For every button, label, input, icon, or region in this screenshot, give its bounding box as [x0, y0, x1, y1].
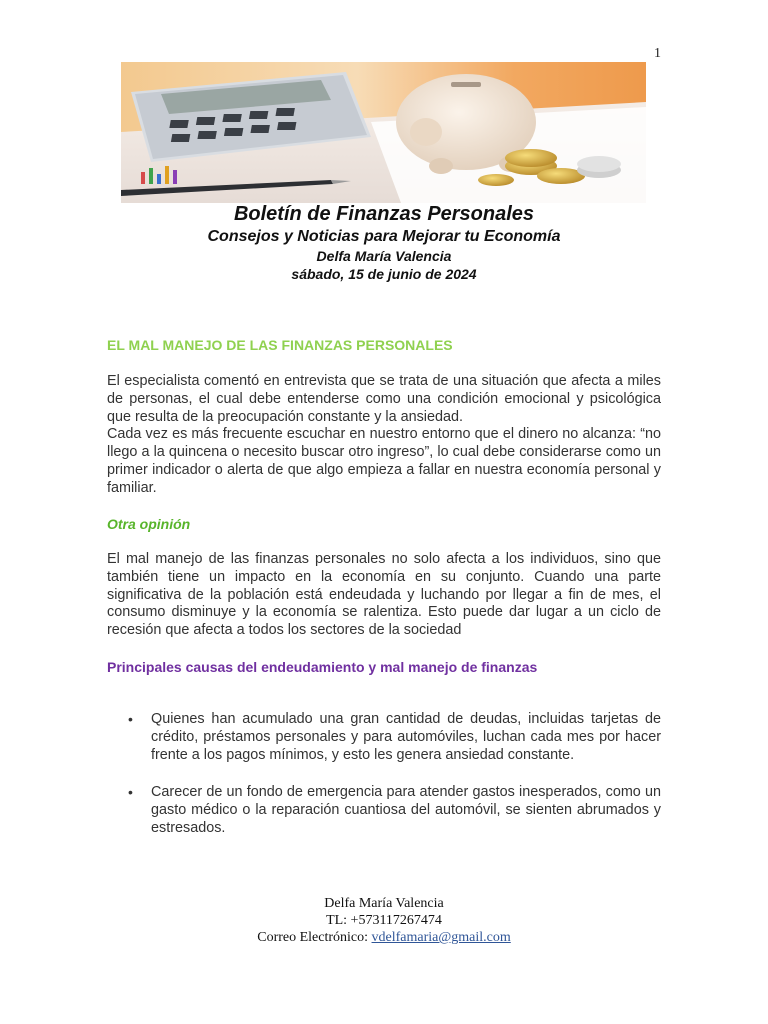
footer-name: Delfa María Valencia [324, 896, 444, 911]
paragraph: El especialista comentó en entrevista que se trata de una situación que afecta a miles de personas, el cual debe entenderse como una condición emocional y psicológica que resulta de la preocupación constante y la ansiedad. [107, 373, 661, 425]
section-heading-causas: Principales causas del endeudamiento y mal manejo de finanzas [107, 659, 538, 675]
issue-date: sábado, 15 de junio de 2024 [291, 266, 477, 282]
footer-email-line [0, 929, 768, 947]
footer-email-label: Correo Electrónico: [257, 930, 372, 945]
section-body-otra-opinion [107, 551, 661, 640]
paragraph: El mal manejo de las finanzas personales no solo afecta a los individuos, sino que también tiene un impacto en la economía en su conjunto. Cuando una parte significativa de la población está endeudada y luchando por llegar a fin de mes, el consumo disminuye y la economía se ralentiza. Esto puede dar lugar a un ciclo de recesión que afecta a todos los sectores de la sociedad [107, 551, 661, 639]
banner-image [121, 62, 646, 203]
list-item-text: Carecer de un fondo de emergencia para atender gastos inesperados, como un gasto médico o la reparación cuantiosa del automóvil, se sienten abrumados y estresados. [151, 784, 661, 836]
list-item [128, 711, 661, 764]
email-link[interactable]: vdelfamaria@gmail.com [371, 930, 511, 945]
paragraph: Cada vez es más frecuente escuchar en nuestro entorno que el dinero no alcanza: “no llego a la quincena o necesito buscar otro ingreso”, lo cual debe considerarse como un primer indicador o alerta de que algo empieza a fallar en nuestra economía personal y familiar. [107, 426, 661, 496]
list-item-text: Quienes han acumulado una gran cantidad de deudas, incluidas tarjetas de crédito, préstamos personales y para automóviles, luchan cada mes por hacer frente a los pagos mínimos, y esto les genera ansiedad constante. [151, 711, 661, 763]
author-name: Delfa María Valencia [316, 248, 452, 264]
newsletter-title: Boletín de Finanzas Personales [233, 203, 535, 225]
section-heading-otra-opinion: Otra opinión [107, 516, 191, 532]
section-body-mal-manejo [107, 373, 661, 498]
bullet-icon: • [128, 784, 133, 800]
newsletter-subtitle: Consejos y Noticias para Mejorar tu Economía [207, 228, 561, 245]
page-number: 1 [654, 46, 661, 61]
bullet-list [128, 711, 661, 764]
bullet-icon: • [128, 711, 133, 727]
footer-phone: TL: +573117267474 [326, 913, 442, 928]
section-heading-mal-manejo: EL MAL MANEJO DE LAS FINANZAS PERSONALES [107, 337, 453, 353]
bullet-list [128, 784, 661, 837]
list-item [128, 784, 661, 837]
